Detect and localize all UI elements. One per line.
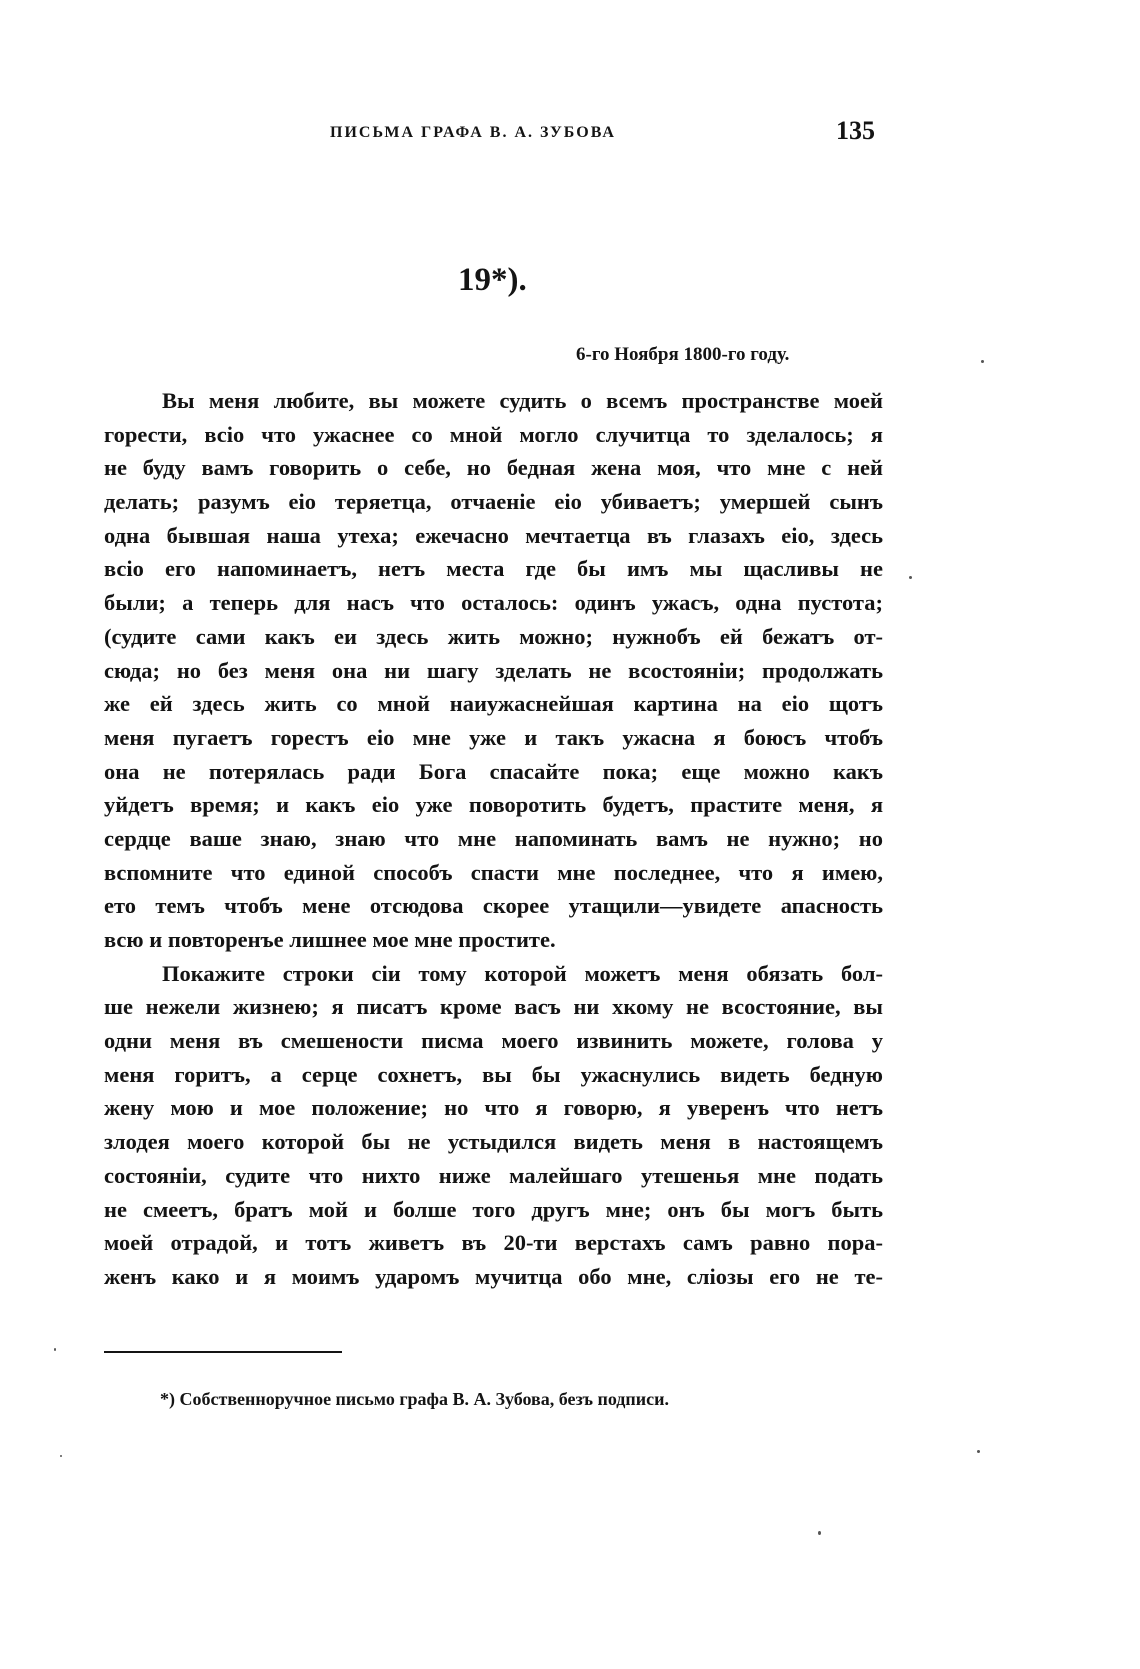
text-line: вспомните что единой способъ спасти мне последнее, что я имею, [104, 859, 883, 885]
footnote-rule [104, 1351, 342, 1353]
text-line: жену мою и мое положение; но что я говорю, я уверенъ что нетъ [104, 1095, 883, 1121]
page-number: 135 [836, 116, 875, 145]
text-line: состояніи, судите что нихто ниже малейшаго утешенья мне подать [104, 1162, 883, 1188]
letter-date: 6-го Ноября 1800-го году. [576, 344, 790, 365]
text-line: же ей здесь жить со мной наиужаснейшая картина на еіо щотъ [104, 691, 883, 717]
letter-body [104, 384, 883, 1294]
scan-speck [977, 1450, 980, 1453]
footnote: *) Собственноручное письмо графа В. А. Зубова, безъ подписи. [160, 1389, 670, 1409]
text-line: не смеетъ, братъ мой и болше того другъ мне; онъ бы могъ быть [104, 1196, 883, 1222]
text-line: всіо его напоминаетъ, нетъ места где бы имъ мы щасливы не [104, 556, 883, 582]
scan-speck [981, 360, 984, 363]
paragraph-1 [104, 384, 883, 957]
text-line: моей отрадой, и тотъ живетъ въ 20-ти верстахъ самъ равно пора- [104, 1230, 883, 1256]
text-line: одна бывшая наша утеха; ежечасно мечтаетца въ глазахъ еіо, здесь [104, 522, 883, 548]
scan-speck [909, 576, 912, 579]
text-line: уйдетъ время; и какъ еіо уже поворотить будетъ, прастите меня, я [104, 792, 883, 818]
running-title: ПИСЬМА ГРАФА В. А. ЗУБОВА [330, 124, 616, 141]
text-line: одни меня въ смешености писма моего извинить можете, голова у [104, 1028, 883, 1054]
text-line: меня пугаетъ горестъ еіо мне уже и такъ ужасна я боюсъ чтобъ [104, 724, 883, 750]
text-line: были; а теперь для насъ что осталось: одинъ ужасъ, одна пустота; [104, 590, 883, 616]
text-line: ето темъ чтобъ мене отсюдова скорее утащили—увидете апасность [104, 893, 883, 919]
text-line: она не потерялась ради Бога спасайте пока; еще можно какъ [104, 758, 883, 784]
scan-speck [54, 1348, 56, 1351]
text-line: горести, всіо что ужаснее со мной могло случитца то зделалось; я [104, 421, 883, 447]
text-line: (судите сами какъ еи здесь жить можно; нужнобъ ей бежатъ от- [104, 623, 883, 649]
text-line: меня горитъ, а серце сохнетъ, вы бы ужаснулись видеть бедную [104, 1061, 883, 1087]
scan-speck [60, 1455, 62, 1457]
text-line: всю и повторенъе лишнее мое мне простите. [104, 927, 556, 952]
text-line: сердце ваше знаю, знаю что мне напоминать вамъ не нужно; но [104, 825, 883, 851]
scan-speck [818, 1531, 821, 1535]
text-line: делать; разумъ еіо теряетца, отчаеніе еіо убиваетъ; умершей сынъ [104, 489, 883, 515]
text-line: Вы меня любите, вы можете судить о всемъ пространстве моей [162, 388, 883, 413]
text-line: злодея моего которой бы не устыдился видеть меня в настоящемъ [104, 1129, 883, 1155]
text-line: сюда; но без меня она ни шагу зделать не всостояніи; продолжать [104, 657, 883, 683]
text-line: ше нежели жизнею; я писатъ кроме васъ ни хкому не всостояние, вы [104, 994, 883, 1020]
text-line: не буду вамъ говорить о себе, но бедная жена моя, что мне с ней [104, 455, 883, 481]
paragraph-2 [104, 957, 883, 1294]
text-line: женъ како и я моимъ ударомъ мучитца обо мне, сліозы его не те- [104, 1263, 883, 1289]
letter-number: 19*). [458, 262, 527, 298]
text-line: Покажите строки сіи тому которой можетъ меня обязать бол- [162, 960, 883, 986]
